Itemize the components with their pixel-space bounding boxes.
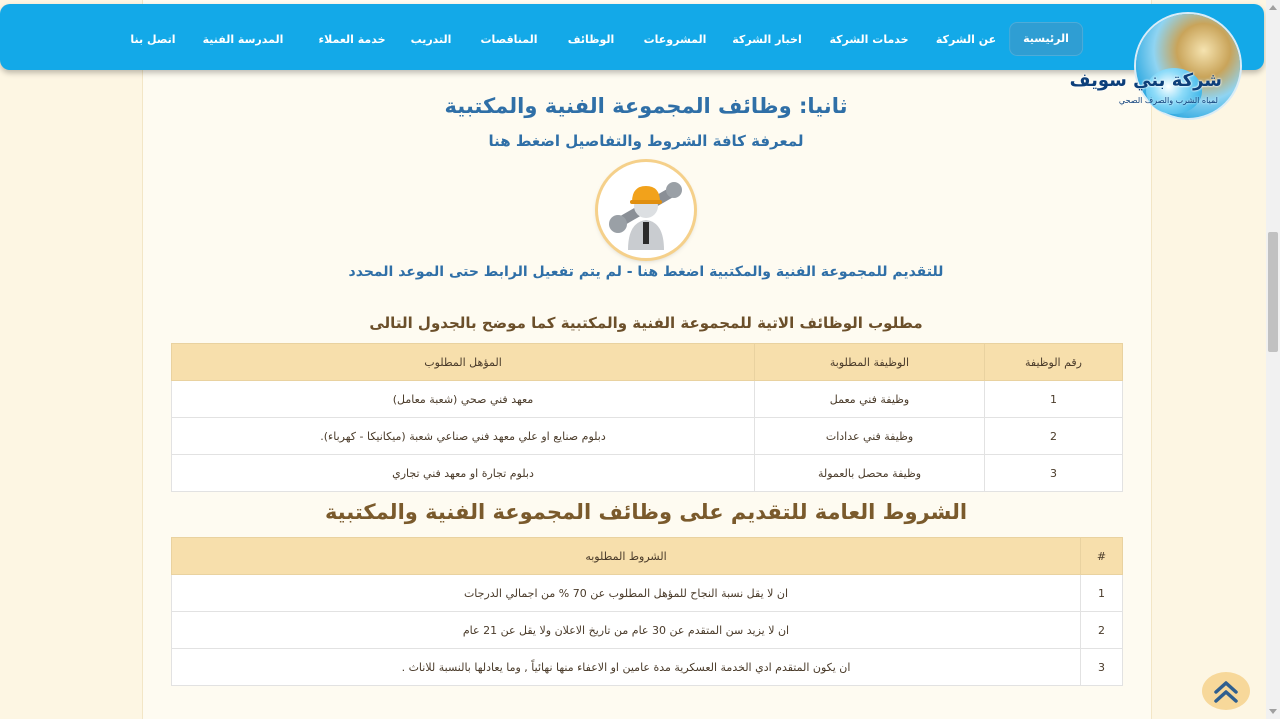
left-gutter bbox=[0, 0, 142, 719]
back-to-top-button[interactable] bbox=[1202, 672, 1250, 710]
nav-customer-service[interactable]: خدمة العملاء bbox=[318, 33, 386, 46]
nav-projects[interactable]: المشروعات bbox=[643, 33, 707, 46]
jobs-table bbox=[171, 343, 1123, 492]
condition-text: ان يكون المتقدم ادي الخدمة العسكرية مدة عامين او الاعفاء منها نهائياً , وما يعادلها بالنسبة للاناث . bbox=[172, 649, 1081, 686]
scroll-thumb[interactable] bbox=[1268, 232, 1278, 352]
engineer-with-wrench-icon[interactable] bbox=[598, 162, 694, 258]
double-chevron-up-icon bbox=[1202, 672, 1250, 710]
job-title: وظيفة فني عدادات bbox=[755, 418, 985, 455]
details-link[interactable]: لمعرفة كافة الشروط والتفاصيل اضغط هنا bbox=[488, 132, 804, 150]
header-qualification: المؤهل المطلوب bbox=[172, 344, 755, 381]
nav-services[interactable]: خدمات الشركة bbox=[829, 33, 909, 46]
table-row bbox=[172, 418, 1123, 455]
table-row bbox=[172, 381, 1123, 418]
scroll-up-arrow-icon[interactable] bbox=[1269, 5, 1277, 10]
condition-text: ان لا يقل نسبة النجاح للمؤهل المطلوب عن 70 % من اجمالي الدرجات bbox=[172, 575, 1081, 612]
job-qualification: دبلوم تجارة او معهد فني تجاري bbox=[172, 455, 755, 492]
required-jobs-heading: مطلوب الوظائف الاتية للمجموعة الفنية والمكتبية كما موضح بالجدول التالى bbox=[369, 314, 923, 332]
page-scrollbar[interactable] bbox=[1266, 0, 1280, 719]
job-qualification: دبلوم صنايع او علي معهد فني صناعي شعبة (ميكانيكا - كهرباء). bbox=[172, 418, 755, 455]
header-job-number: رقم الوظيفة bbox=[985, 344, 1123, 381]
nav-contact[interactable]: اتصل بنا bbox=[130, 33, 176, 46]
nav-tenders[interactable]: المناقصات bbox=[480, 33, 538, 46]
section-title: ثانيا: وظائف المجموعة الفنية والمكتبية bbox=[444, 94, 848, 118]
main-navbar bbox=[0, 4, 1264, 70]
header-index: # bbox=[1081, 538, 1123, 575]
table-row bbox=[172, 455, 1123, 492]
condition-text: ان لا يزيد سن المتقدم عن 30 عام من تاريخ الاعلان ولا يقل عن 21 عام bbox=[172, 612, 1081, 649]
header-job-title: الوظيفة المطلوبة bbox=[755, 344, 985, 381]
condition-index: 3 bbox=[1081, 649, 1123, 686]
job-qualification: معهد فني صحي (شعبة معامل) bbox=[172, 381, 755, 418]
apply-link[interactable]: للتقديم للمجموعة الفنية والمكتبية اضغط هنا - لم يتم تفعيل الرابط حتى الموعد المحدد bbox=[348, 264, 944, 280]
job-number: 3 bbox=[985, 455, 1123, 492]
condition-index: 1 bbox=[1081, 575, 1123, 612]
conditions-table bbox=[171, 537, 1123, 686]
conditions-table-header bbox=[172, 538, 1123, 575]
conditions-title: الشروط العامة للتقديم على وظائف المجموعة الفنية والمكتبية bbox=[324, 500, 968, 524]
logo-title: شركة بني سويف bbox=[1069, 70, 1222, 91]
header-conditions: الشروط المطلوبه bbox=[172, 538, 1081, 575]
job-number: 1 bbox=[985, 381, 1123, 418]
nav-technical-school[interactable]: المدرسة الفنية bbox=[202, 33, 284, 46]
jobs-table-header bbox=[172, 344, 1123, 381]
scroll-down-arrow-icon[interactable] bbox=[1269, 709, 1277, 714]
nav-home[interactable]: الرئيسية bbox=[1009, 22, 1083, 56]
job-title: وظيفة فني معمل bbox=[755, 381, 985, 418]
job-number: 2 bbox=[985, 418, 1123, 455]
nav-training[interactable]: التدريب bbox=[410, 33, 452, 46]
logo-subtitle: لمياه الشرب والصرف الصحي bbox=[1118, 96, 1218, 105]
table-row bbox=[172, 612, 1123, 649]
table-row bbox=[172, 649, 1123, 686]
condition-index: 2 bbox=[1081, 612, 1123, 649]
nav-jobs[interactable]: الوظائف bbox=[567, 33, 615, 46]
job-title: وظيفة محصل بالعمولة bbox=[755, 455, 985, 492]
nav-news[interactable]: اخبار الشركة bbox=[732, 33, 802, 46]
table-row bbox=[172, 575, 1123, 612]
nav-about[interactable]: عن الشركة bbox=[935, 33, 997, 46]
